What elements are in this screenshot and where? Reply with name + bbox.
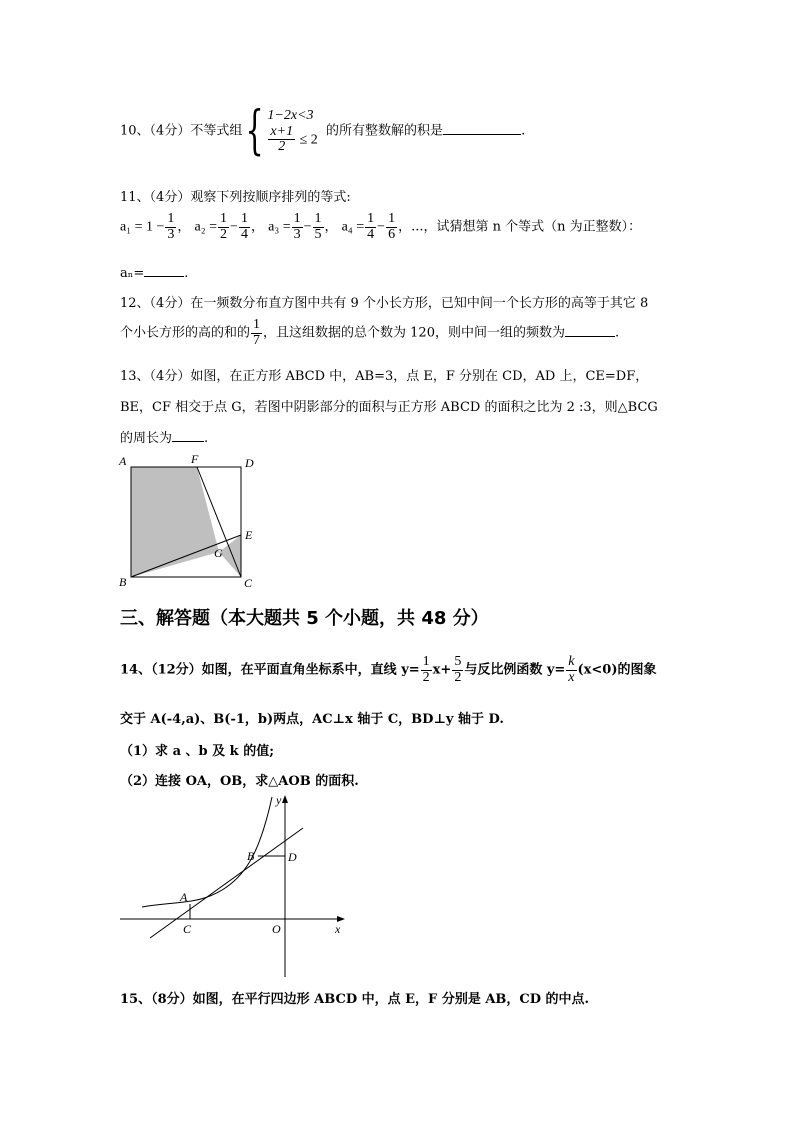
q13-line2: BE，CF 相交于点 G，若图中阴影部分的面积与正方形 ABCD 的面积之比为 2 :3，则△BCG [120,400,658,415]
an-label: aₙ= [120,266,145,281]
q12-line1: 12、（4分）在一频数分布直方图中共有 9 个小长方形，已知中间一个长方形的高等于其它 8 [120,296,649,311]
coordinate-figure [115,792,355,982]
numerator: 1 [388,211,396,226]
label-d: D [245,456,254,470]
q12-line2 [120,318,680,348]
minus: − [377,219,386,235]
q14-text-b: x+ [432,662,452,678]
label-b: B [247,849,255,863]
eq2-lhs: a₂ = [194,219,218,235]
label-c: C [244,576,253,590]
label-e: E [245,528,253,542]
numerator: k [568,654,575,669]
q14-line2: 交于 A(-4,a)、B(-1，b)两点，AC⊥x 轴于 C，BD⊥y 轴于 D. [120,712,504,727]
minus: − [303,219,312,235]
separator: ， [324,219,338,235]
section-heading: 三、解答题（本大题共 5 个小题，共 48 分） [120,608,489,629]
label-x: x [335,922,341,936]
eq2-frac-2 [239,212,250,242]
q10-suffix: 的所有整数解的积是 [326,123,444,139]
inequality-system [267,107,317,155]
eq3-frac-2 [313,212,324,242]
eq4-frac-1 [365,212,376,242]
intercept-fraction [452,655,463,685]
eq4-frac-2 [386,212,397,242]
label-d: D [288,850,297,864]
eq1-lhs: a₁ = 1 − [120,219,165,235]
q13-end: . [204,431,209,446]
q11-end: . [184,266,189,281]
denominator: 4 [240,226,248,242]
q14-part1: （1）求 a 、b 及 k 的值; [120,744,274,759]
denominator: 2 [454,669,462,685]
numerator: 1 [240,211,248,226]
inequality-rhs: ≤ 2 [299,131,318,147]
q11-equations [120,212,680,242]
denominator: 3 [293,226,301,242]
label-y: y [276,793,282,807]
q12-fraction [251,318,262,348]
denominator: 5 [314,226,322,242]
q10-end: . [521,123,526,139]
inequality-fraction [268,125,295,155]
separator: ， [250,219,264,235]
eq2-frac-1 [218,212,229,242]
q12-end: . [614,325,620,341]
separator: ， [177,219,191,235]
denominator: 2 [220,226,228,242]
eq1-frac [165,212,176,242]
q13-line3 [120,427,680,446]
q14-part2: （2）连接 OA，OB，求△AOB 的面积. [120,774,359,789]
slope-fraction [421,655,432,685]
answer-blank[interactable] [565,322,615,337]
answer-blank[interactable] [172,427,204,442]
numerator: 1 [167,211,175,226]
label-f: F [191,452,199,466]
denominator: x [568,669,575,685]
label-c: C [183,922,192,936]
q11-trail: ，...，试猜想第 n 个等式（n 为正整数）： [398,219,642,235]
question-10 [120,101,680,161]
q12-text-a: 个小长方形的高的和的 [120,325,251,341]
numerator: 5 [454,654,462,669]
q12-text-b: ，且这组数据的总个数为 120，则中间一组的频数为 [263,325,565,341]
q15-line1: 15、（8分）如图，在平行四边形 ABCD 中，点 E，F 分别是 AB，CD 的中点. [120,992,590,1007]
q14-text-c: 与反比例函数 y= [464,662,566,678]
numerator: 1 [220,211,228,226]
label-o: O [272,922,281,936]
fraction-denominator: 2 [278,139,286,155]
numerator: 1 [253,317,261,332]
numerator: 1 [293,211,301,226]
denominator: 3 [167,226,175,242]
label-b: B [119,575,127,589]
q10-prefix: 10、（4分）不等式组 [120,123,243,139]
eq4-lhs: a₄ = [341,219,365,235]
square-figure [112,450,262,595]
q11-answer-line [120,262,680,281]
label-a: A [119,454,127,468]
numerator: 1 [367,211,375,226]
numerator: 1 [314,211,322,226]
denominator: 7 [253,332,261,348]
denominator: 4 [367,226,375,242]
q14-line1 [120,655,680,685]
fraction-numerator: x+1 [270,123,294,139]
q14-text-d: (x<0)的图象 [577,662,657,678]
q13-text: 的周长为 [120,431,173,446]
inequality-line-1: 1−2x<3 [267,108,314,124]
q11-intro: 11、（4分）观察下列按顺序排列的等式: [120,190,351,205]
denominator: 2 [422,669,430,685]
numerator: 1 [422,654,430,669]
system-brace: { [245,101,264,161]
eq3-lhs: a₃ = [268,219,291,235]
inverse-fraction [566,655,576,685]
y-arrow-icon [282,795,288,803]
eq3-frac-1 [292,212,303,242]
minus: − [230,219,238,235]
q14-text-a: 14、（12分）如图，在平面直角坐标系中，直线 y= [120,662,420,678]
answer-blank[interactable] [443,120,521,135]
answer-blank[interactable] [144,262,184,277]
denominator: 6 [388,226,396,242]
label-a: A [180,890,188,904]
label-g: G [214,546,223,560]
q13-line1: 13、（4分）如图，在正方形 ABCD 中，AB=3，点 E，F 分别在 CD，AD 上，CE=DF， [120,369,649,384]
